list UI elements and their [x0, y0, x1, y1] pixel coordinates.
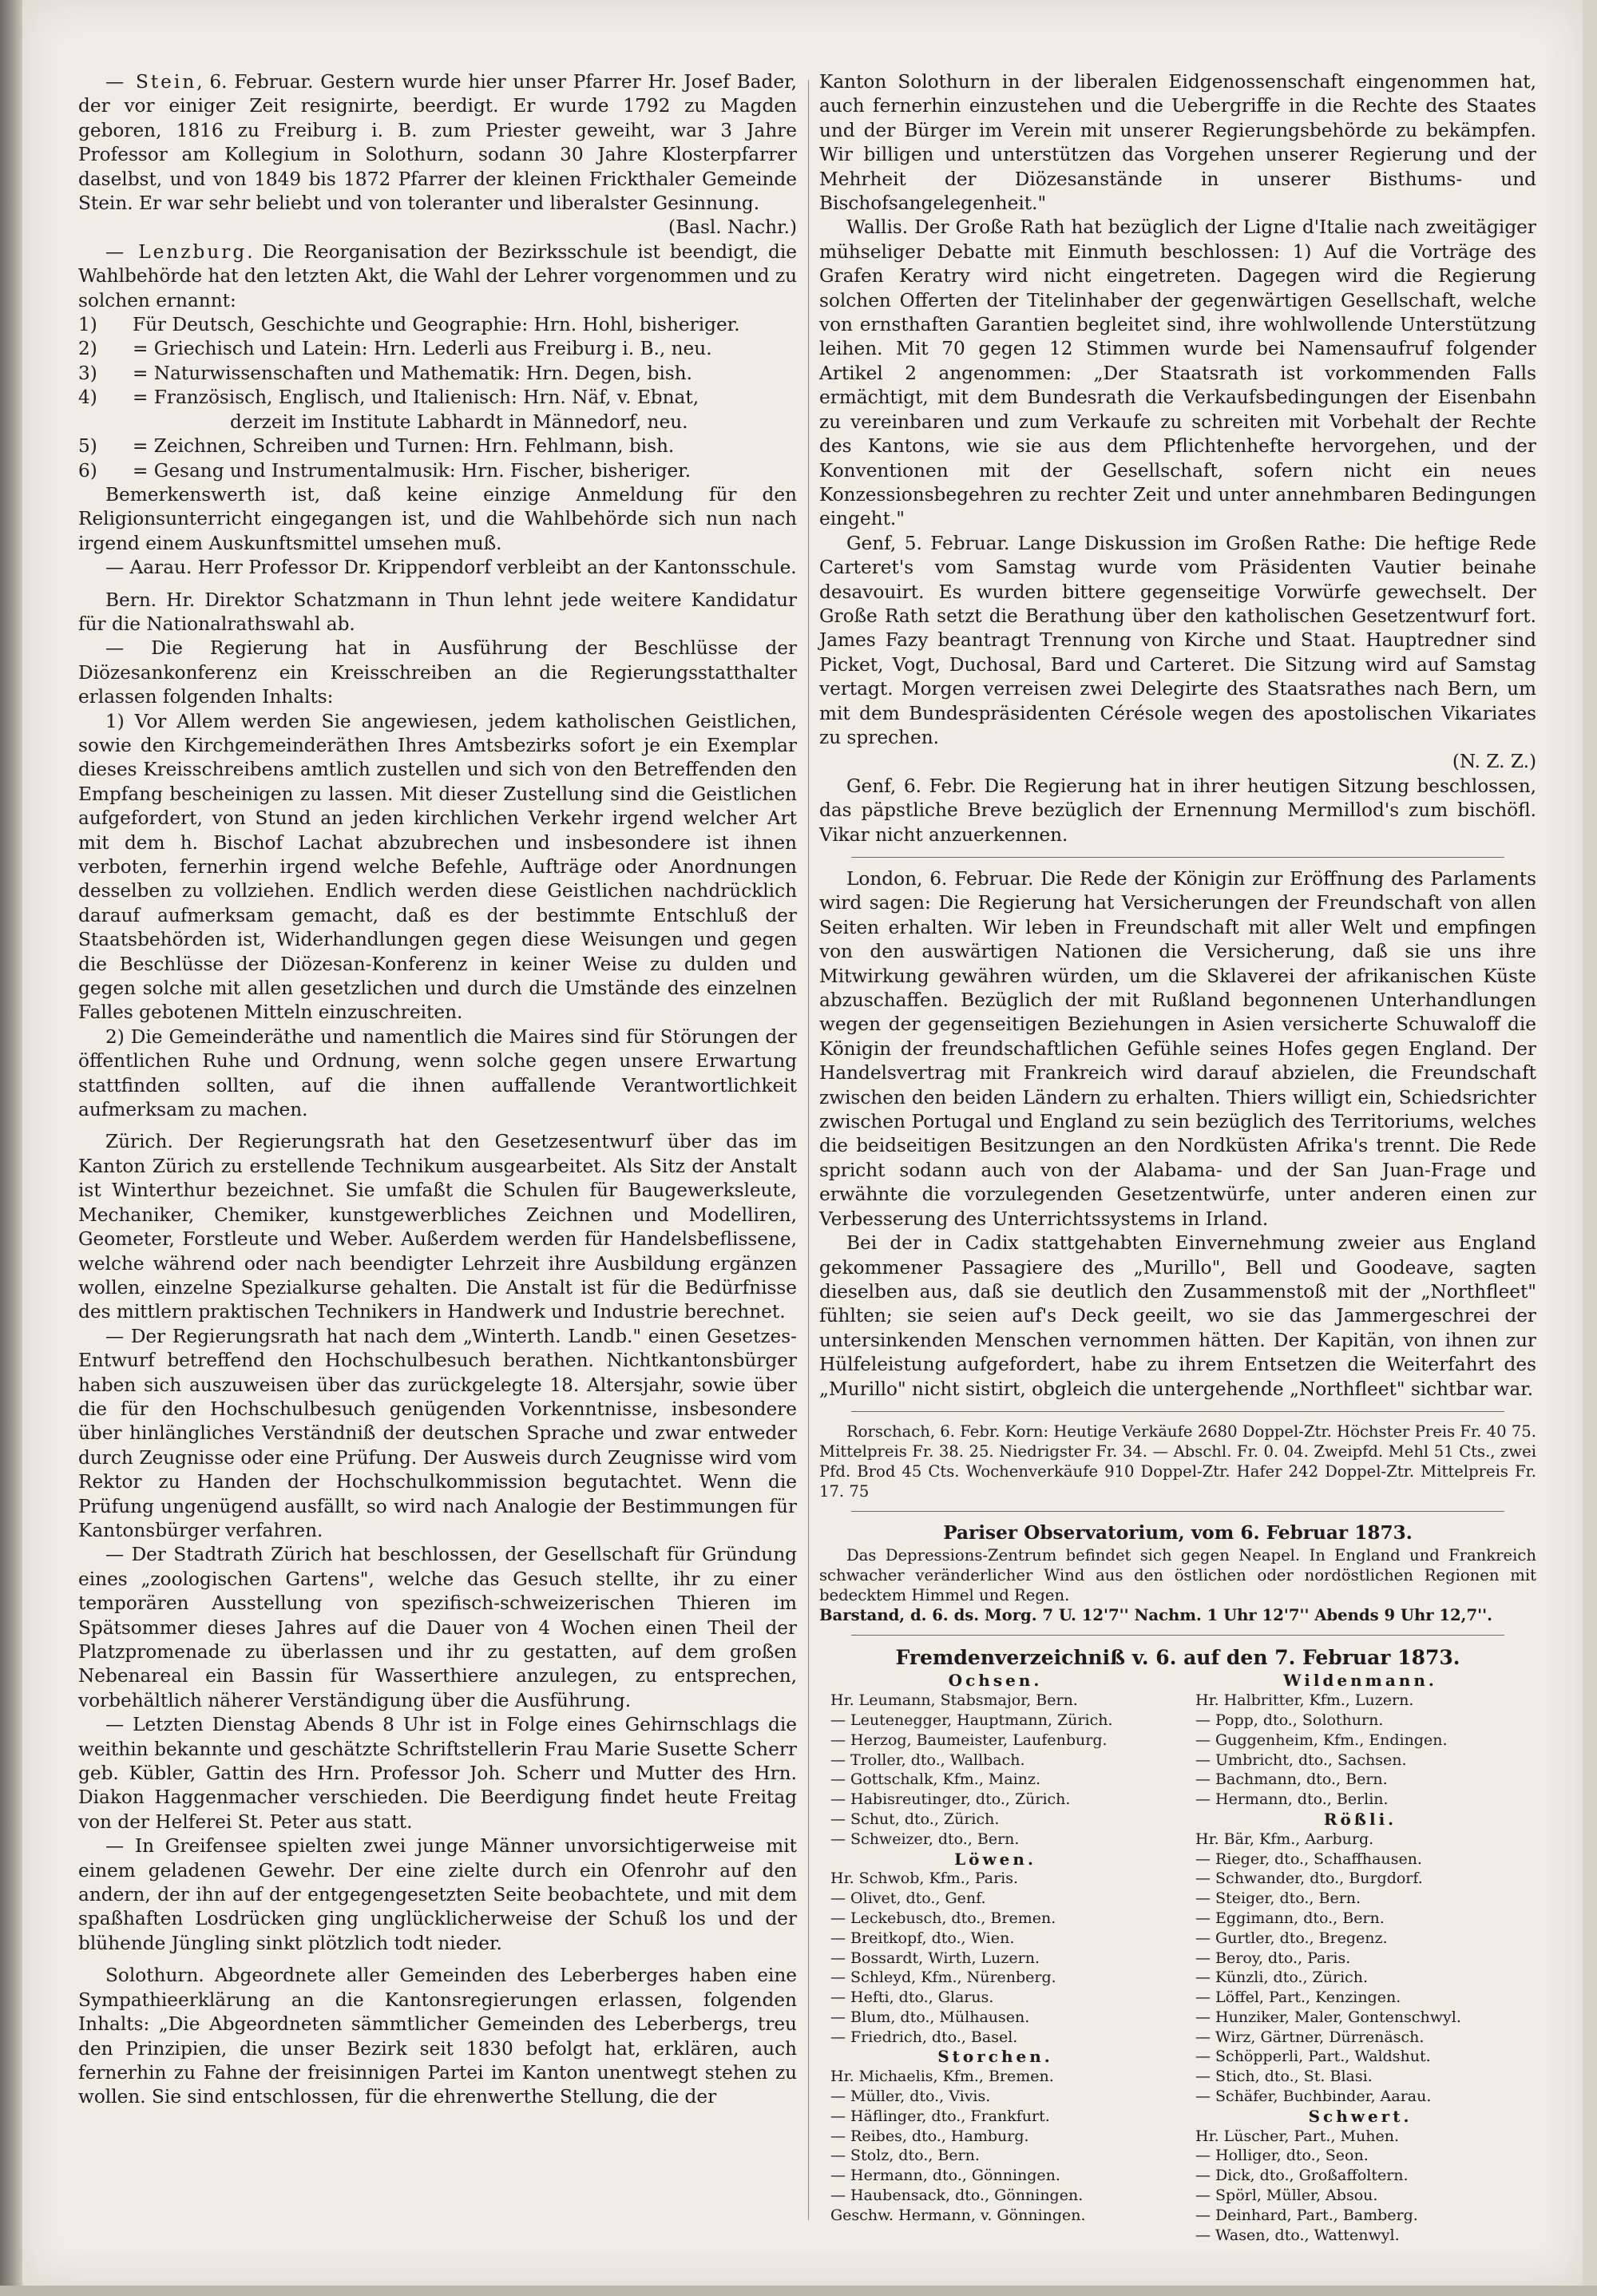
guest-entry: Hr. Halbritter, Kfm., Luzern. [1195, 1691, 1414, 1710]
guest-entry: — Bachmann, dto., Bern. [1195, 1771, 1388, 1789]
market-report: Rorschach, 6. Febr. Korn: Heutige Verkäufe 2680 Doppel-Ztr. Höchster Preis Fr. 40 75. Mittelpreis Fr. 38. 25. Niedrigster Fr. 34. — Abschl. Fr. 0. 04. Zweipfd. Mehl 51 Cts., zwei Pfd. Brod 45 Cts. Wochenverkäufe 910 Doppel-Ztr. Hafer 242 Doppel-Ztr. Mittelpreis Fr. 17. 75 [819, 1422, 1536, 1501]
guest-entry: Hr. Leumann, Stabsmajor, Bern. [830, 1691, 1078, 1710]
lenzburg-note: Bemerkenswerth ist, daß keine einzige Anmeldung für den Religionsunterricht eingegangen ist, und die Wahlbehörde sich nun nach irgend einem Auskunftsmittel umsehen muß. [78, 483, 797, 554]
teacher-item: 3) = Naturwissenschaften und Mathematik: Hrn. Degen, bish. [78, 362, 692, 384]
guest-entry: — Hunziker, Maler, Gontenschwyl. [1195, 2008, 1461, 2026]
guest-register-title: Fremdenverzeichniß v. 6. auf den 7. Februar 1873. [895, 1646, 1460, 1670]
zurich-article: — In Greifensee spielten zwei junge Männer unvorsichtigerweise mit einem geladenen Gewehr. Der eine zielte durch ein Ofenrohr auf den andern, der ihn auf der entgegengesetzten Seite beobachtete, und mit dem spaßhaften Losdrücken ging unglücklicherweise der Schuß los und der blühende Jüngling sinkt plötzlich todt nieder. [78, 1835, 797, 1954]
guest-entry: — Schut, dto., Zürich. [830, 1810, 1000, 1828]
guest-entry: — Gurtler, dto., Bregenz. [1195, 1929, 1388, 1947]
stein-article: — Stein, 6. Februar. Gestern wurde hier unser Pfarrer Hr. Josef Bader, der vor einiger Zeit resignirte, beerdigt. Er wurde 1792 zu Magden geboren, 1816 zu Freiburg i. B. zum Priester geweiht, war 3 Jahre Professor am Kollegium in Solothurn, sodann 30 Jahre Klosterpfarrer daselbst, und von 1849 bis 1872 Pfarrer der kleinen Frickthaler Gemeinde Stein. Er war sehr beliebt und von toleranter und liberalster Gesinnung. [78, 71, 797, 215]
guest-entry: — Schleyd, Kfm., Nürenberg. [830, 1969, 1056, 1987]
genf-article: Genf, 5. Februar. Lange Diskussion im Großen Rathe: Die heftige Rede Carteret's vom Samstag wurde vom Präsidenten Vautier beinahe desavouirt. Es wurden bittere gegenseitige Vorwürfe gewechselt. Der Große Rath setzt die Berathung über den katholischen Gesetzentwurf fort. James Fazy beantragt Trennung von Kirche und Staat. Hauptredner sind Picket, Vogt, Duchosal, Bard und Carteret. Die Sitzung wird auf Samstag vertagt. Morgen verreisen zwei Delegirte des Staatsrathes nach Bern, um mit dem Bundespräsidenten Cérésole wegen des apostolischen Vikariates zu sprechen. [819, 532, 1536, 748]
guest-entry: — Schöpperli, Part., Waldshut. [1195, 2048, 1431, 2066]
guest-entry: — Troller, dto., Wallbach. [830, 1751, 1025, 1769]
hotel-name: Schwert. [1308, 2106, 1413, 2126]
hotel-name: Storchen. [937, 2047, 1053, 2067]
guest-entry: — Olivet, dto., Genf. [830, 1890, 986, 1908]
guest-entry: — Künzli, dto., Zürich. [1195, 1969, 1369, 1987]
guest-entry: — Löffel, Part., Kenzingen. [1195, 1989, 1401, 2007]
bern-article: Bern. Hr. Direktor Schatzmann in Thun lehnt jede weitere Kandidatur für die Nationalrathswahl ab. [78, 589, 797, 635]
guest-entry: — Bossardt, Wirth, Luzern. [830, 1949, 1040, 1967]
section-rule [851, 1511, 1504, 1512]
teacher-item: 2) = Griechisch und Latein: Hrn. Lederli aus Freiburg i. B., neu. [78, 338, 712, 360]
guest-entry: — Popp, dto., Solothurn. [1195, 1711, 1384, 1729]
guest-entry: — Umbricht, dto., Sachsen. [1195, 1751, 1407, 1769]
guest-entry: — Spörl, Müller, Absou. [1195, 2187, 1378, 2205]
hotel-name: Löwen. [954, 1849, 1036, 1869]
guest-entry: — Müller, dto., Vivis. [830, 2088, 991, 2106]
guest-entry: Hr. Bär, Kfm., Aarburg. [1195, 1830, 1374, 1848]
section-rule [851, 1635, 1504, 1636]
guest-register-right [1184, 1671, 1536, 2245]
left-column [78, 70, 797, 2110]
genf-article: Genf, 6. Febr. Die Regierung hat in ihrer heutigen Sitzung beschlossen, das päpstliche Breve bezüglich der Ernennung Mermillod's zum bischöfl. Vikar nicht anzuerkennen. [819, 775, 1536, 846]
cadix-article: Bei der in Cadix stattgehabten Einvernehmung zweier aus England gekommener Passagiere des „Murillo", Bell und Goodeave, sagten dieselben aus, daß sie deutlich den Zusammenstoß mit der „Northfleet" fühlten; sie seien auf's Deck geeilt, wo sie das Jammergeschrei der untersinkenden Menschen vernommen hätten. Der Kapitän, von ihnen zur Hülfeleistung aufgefordert, habe zu ihrem Entsetzen die Weiterfahrt des „Murillo" nicht sistirt, obgleich die untergehende „Northfleet" sichtbar war. [819, 1232, 1536, 1400]
guest-entry: — Schäfer, Buchbinder, Aarau. [1195, 2088, 1432, 2106]
page-bottom-edge [0, 2286, 1597, 2296]
genf-source: (N. Z. Z.) [1452, 751, 1536, 773]
guest-entry: — Guggenheim, Kfm., Endingen. [1195, 1731, 1448, 1749]
guest-entry: — Haubensack, dto., Gönningen. [830, 2187, 1084, 2205]
guest-entry: — Leutenegger, Hauptmann, Zürich. [830, 1711, 1113, 1729]
hotel-name: Wildenmann. [1283, 1671, 1437, 1691]
solothurn-article: Solothurn. Abgeordnete aller Gemeinden des Leberberges haben eine Sympathieerklärung an die Kantonsregierungen erlassen, folgenden Inhalts: „Die Abgeordneten sämmtlicher Gemeinden des Leberbergs, treu den Prinzipien, die unser Bezirk seit 1830 befolgt hat, erklären, auch fernerhin zu Fahne der freisinnigen Partei im Kanton unentwegt stehen zu wollen. Sie sind entschlossen, für die ehrenwerthe Stellung, die der [78, 1965, 797, 2108]
teacher-item: derzeit im Institute Labhardt in Männedorf, neu. [230, 410, 688, 433]
guest-entry: — Wasen, dto., Wattenwyl. [1195, 2226, 1400, 2244]
guest-entry: — Leckebusch, dto., Bremen. [830, 1909, 1056, 1927]
newspaper-page [22, 0, 1583, 2286]
guest-entry: — Stich, dto., St. Blasi. [1195, 2068, 1373, 2086]
guest-entry: — Beroy, dto., Paris. [1195, 1949, 1351, 1967]
guest-entry: — Herzog, Baumeister, Laufenburg. [830, 1731, 1108, 1749]
guest-entry: — Steiger, dto., Bern. [1195, 1890, 1361, 1908]
lenzburg-article: — Lenzburg. Die Reorganisation der Bezirksschule ist beendigt, die Wahlbehörde hat den letzten Akt, die Wahl der Lehrer vorgenommen und zu solchen ernannt: [78, 240, 797, 311]
guest-entry: — Hermann, dto., Berlin. [1195, 1790, 1389, 1809]
london-article: London, 6. Februar. Die Rede der Königin zur Eröffnung des Parlaments wird sagen: Die Regierung hat Versicherungen der Freundschaft von allen Seiten erhalten. Wir leben in Freundschaft mit aller Welt und empfingen von den auswärtigen Nationen die Versicherung, daß sie uns ihre Mitwirkung gewähren würden, um die Sklaverei der afrikanischen Küste abzuschaffen. Bezüglich der mit Rußland begonnenen Unterhandlungen wegen der gegenseitigen Beziehungen in Asien versicherte Schuwaloff die Königin der freundschaftlichen Gefühle seines Hofes gegen England. Der Handelsvertrag mit Frankreich wird darauf abzielen, die Freundschaft zwischen den beiden Ländern zu erhalten. Thiers willigt ein, Schiedsrichter zwischen Portugal und England zu sein bezüglich des Territoriums, welches die beidseitigen Besitzungen an den Nordküsten Afrika's trennt. Die Rede spricht sodann auch von der Alabama- und der San Juan-Frage und erwähnte die vorzulegenden Gesetzentwürfe, unter anderen einen zur Verbesserung des Unterrichtssystems in Irland. [819, 868, 1536, 1230]
right-column [819, 70, 1536, 2245]
section-rule [851, 1411, 1504, 1412]
zurich-article: Zürich. Der Regierungsrath hat den Gesetzesentwurf über das im Kanton Zürich zu erstellende Technikum ausgearbeitet. Als Sitz der Anstalt ist Winterthur bezeichnet. Sie umfaßt die Schulen für Baugewerksleute, Mechaniker, Chemiker, kunstgewerbliches Zeichnen und Modelliren, Geometer, Forstleute und Weber. Außerdem werden für Handelsbeflissene, welche während oder nach beendigter Lehrzeit ihre Ausbildung ergänzen wollen, einzelne Spezialkurse gehalten. Die Anstalt ist für die Bedürfnisse des mittlern praktischen Technikers in Handwerk und Industrie berechnet. [78, 1131, 797, 1323]
guest-entry: Hr. Schwob, Kfm., Paris. [830, 1870, 1019, 1888]
guest-entry: — Reibes, dto., Hamburg. [830, 2127, 1029, 2145]
guest-entry: — Holliger, dto., Seon. [1195, 2147, 1369, 2165]
wallis-article: Wallis. Der Große Rath hat bezüglich der Ligne d'Italie nach zweitägiger mühseliger Debatte mit Einmuth beschlossen: 1) Auf die Vorträge des Grafen Keratry wird nicht eingetreten. Dagegen wird die Regierung solchen Offerten der Titelinhaber der gegenwärtigen Gesellschaft, welche von ernsthaften Garantien begleitet sind, ihre wohlwollende Unterstützung leihen. Mit 70 gegen 12 Stimmen wurde bei Namensaufruf folgender Artikel 2 angenommen: „Der Staatsrath ist vorkommenden Falls ermächtigt, mit dem Bundesrath die Verkaufsbedingungen der Eisenbahn zu vereinbaren und zum Verkaufe zu schreiten mit Vorbehalt der Rechte des Kantons, wie sie aus dem Pflichtenhefte hervorgehen, und der Konventionen mit der Gesellschaft, sofern nicht ein neues Konzessionsbegehren zu rechter Zeit und unter annehmbaren Bedingungen eingeht." [819, 216, 1536, 530]
hotel-name: Rößli. [1323, 1809, 1397, 1829]
guest-entry: — Friedrich, dto., Basel. [830, 2028, 1018, 2046]
stein-source: (Basl. Nachr.) [668, 216, 797, 239]
lenzburg-place: — Lenzburg [105, 240, 248, 263]
zurich-article: — Der Stadtrath Zürich hat beschlossen, der Gesellschaft für Gründung eines „zoologischen Gartens", welche das Gesuch stellte, ihr zu einer temporären Ausstellung von spezifisch-schweizerischen Thieren im Spätsommer dieses Jahres auf die Dauer von 4 Wochen einen Theil der Platzpromenade zu überlassen und ihr zu gestatten, auf dem großen Nebenareal ein Bassin für Wasserthiere anzulegen, zu entsprechen, vorbehältlich näherer Verständigung über die Ausführung. [78, 1544, 797, 1711]
solothurn-continued: Kanton Solothurn in der liberalen Eidgenossenschaft eingenommen hat, auch fernerhin einzustehen und die Uebergriffe in die Rechte des Staates und der Bürger im Verein mit unserer Regierungsbehörde zu bekämpfen. Wir billigen und unterstützen das Vorgehen unserer Regierung und der Mehrheit der Diözesanstände in unserer Bisthums- und Bischofsangelegenheit." [819, 71, 1536, 215]
bern-article: 2) Die Gemeinderäthe und namentlich die Maires sind für Störungen der öffentlichen Ruhe und Ordnung, wenn solche gegen unsere Erwartung stattfinden sollten, auf die ihnen auffallende Verantwortlichkeit aufmerksam zu machen. [78, 1025, 797, 1121]
guest-entry: — Stolz, dto., Bern. [830, 2147, 980, 2165]
stein-place: — Stein [105, 71, 197, 93]
teacher-item: 5) = Zeichnen, Schreiben und Turnen: Hrn. Fehlmann, bish. [78, 435, 675, 458]
zurich-article: — Der Regierungsrath hat nach dem „Winterth. Landb." einen Gesetzes-Entwurf betreffend den Hochschulbesuch berathen. Nichtkantonsbürger haben sich auszuweisen über das zurückgelegte 18. Altersjahr, sowie über die für den Hochschulbesuch genügenden Vorkenntnisse, insbesondere über hinlängliches Verständniß der deutschen Sprache und zwar entweder durch Zeugnisse oder eine Prüfung. Der Ausweis durch Zeugnisse wird vom Rektor zu Handen der Hochschulkommission begutachtet. Wenn die Prüfung ungenügend ausfällt, so wird nach Analogie der Bestimmungen für Kantonsbürger verfahren. [78, 1325, 797, 1541]
guest-entry: — Habisreutinger, dto., Zürich. [830, 1790, 1071, 1809]
section-rule [851, 857, 1504, 858]
guest-entry: Hr. Lüscher, Part., Muhen. [1195, 2127, 1399, 2145]
guest-entry: Hr. Michaelis, Kfm., Bremen. [830, 2068, 1054, 2086]
barometer-reading: Barstand, d. 6. ds. Morg. 7 U. 12'7'' Nachm. 1 Uhr 12'7'' Abends 9 Uhr 12,7''. [819, 1606, 1492, 1625]
zurich-article: — Letzten Dienstag Abends 8 Uhr ist in Folge eines Gehirnschlags die weithin bekannte und geschätzte Schriftstellerin Frau Marie Susette Scherr geb. Kübler, Gattin des Hrn. Professor Joh. Scherr und Mutter des Hrn. Diakon Haggenmacher verschieden. Die Beerdigung findet heute Freitag von der Helferei St. Peter aus statt. [78, 1714, 797, 1833]
teacher-item: 4) = Französisch, Englisch, und Italienisch: Hrn. Näf, v. Ebnat, [78, 387, 699, 409]
guest-register [819, 1671, 1536, 2245]
guest-entry: — Schweizer, dto., Bern. [830, 1830, 1020, 1848]
guest-entry: — Schwander, dto., Burgdorf. [1195, 1870, 1423, 1888]
observatory-title: Pariser Observatorium, vom 6. Februar 1873. [943, 1521, 1413, 1544]
observatory-text: Das Depressions-Zentrum befindet sich gegen Neapel. In England und Frankreich schwacher veränderlicher Wind aus den östlichen oder nordöstlichen Regionen mit bedecktem Himmel und Regen. [819, 1546, 1536, 1605]
column-divider [808, 80, 809, 2220]
guest-entry: — Häflinger, dto., Frankfurt. [830, 2107, 1050, 2125]
teacher-item: 1) Für Deutsch, Geschichte und Geographie: Hrn. Hohl, bisheriger. [78, 314, 740, 336]
page-binding-edge [0, 0, 22, 2296]
hotel-name: Ochsen. [948, 1671, 1043, 1691]
bern-article: — Die Regierung hat in Ausführung der Beschlüsse der Diözesankonferenz ein Kreisschreiben an die Regierungsstatthalter erlassen folgenden Inhalts: [78, 637, 797, 708]
guest-entry: Geschw. Hermann, v. Gönningen. [830, 2206, 1086, 2224]
teacher-item: 6) = Gesang und Instrumentalmusik: Hrn. Fischer, bisheriger. [78, 459, 692, 482]
guest-entry: — Wirz, Gärtner, Dürrenäsch. [1195, 2028, 1425, 2046]
guest-entry: — Gottschalk, Kfm., Mainz. [830, 1771, 1041, 1789]
guest-entry: — Deinhard, Part., Bamberg. [1195, 2206, 1418, 2224]
guest-entry: — Breitkopf, dto., Wien. [830, 1929, 1015, 1947]
guest-entry: — Eggimann, dto., Bern. [1195, 1909, 1385, 1927]
guest-entry: — Hefti, dto., Glarus. [830, 1989, 994, 2007]
aarau-article: — Aarau. Herr Professor Dr. Krippendorf verbleibt an der Kantonsschule. [105, 557, 797, 579]
guest-entry: — Blum, dto., Mülhausen. [830, 2008, 1030, 2026]
bern-article: 1) Vor Allem werden Sie angewiesen, jedem katholischen Geistlichen, sowie den Kirchgemeinderäthen Ihres Amtsbezirks sofort je ein Exemplar dieses Kreisschreibens amtlich zustellen und sich von den Betreffenden den Empfang bescheinigen zu lassen. Mit dieser Zustellung sind die Geistlichen aufgefordert, von Stund an jeden kirchlichen Verkehr irgend welcher Art mit dem h. Bischof Lachat abzubrechen und insbesondere ist ihnen verboten, fernerhin irgend welche Befehle, Aufträge oder Anordnungen desselben zu vollziehen. Endlich werden diese Geistlichen nachdrücklich darauf aufmerksam gemacht, daß es der bestimmte Entschluß der Staatsbehörden ist, Widerhandlungen gegen diese Weisungen und gegen die Beschlüsse der Diözesan-Konferenz in keiner Weise zu dulden und gegen solche mit allen gesetzlichen und durch die Umstände des einzelnen Falles gebotenen Mitteln einzuschreiten. [78, 710, 797, 1024]
guest-entry: — Dick, dto., Großaffoltern. [1195, 2167, 1409, 2185]
guest-register-left [819, 1671, 1171, 2245]
guest-entry: — Rieger, dto., Schaffhausen. [1195, 1850, 1422, 1868]
guest-entry: — Hermann, dto., Gönningen. [830, 2167, 1060, 2185]
